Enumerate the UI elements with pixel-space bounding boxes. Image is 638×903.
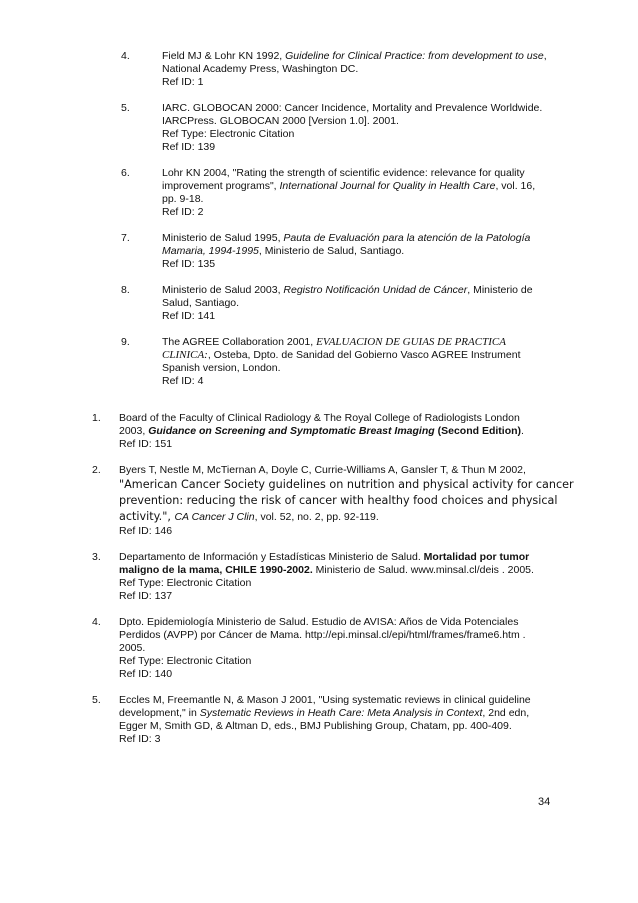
reference-line [119,525,559,538]
reference-text: Eccles M, Freemantle N, & Mason J 2001, "Using systematic reviews in clinical guideline [119,694,531,706]
reference-text: , vol. 52, no. 2, pp. 92-119. [254,511,379,523]
reference-line [162,232,562,245]
reference-line [119,655,559,668]
reference-text: (Second Edition) [434,425,522,437]
reference-number: 9. [121,336,130,348]
reference-text: Ref ID: 135 [162,258,216,270]
reference-text: , Ministerio de Salud, Santiago. [258,245,405,257]
reference-list-bibliography [0,412,638,759]
reference-text: Byers T, Nestle M, McTiernan A, Doyle C, Currie-Williams A, Gansler T, & Thun M 2002, [119,464,526,476]
reference-number: 1. [92,412,101,424]
reference-text: 2005. [119,642,146,654]
reference-text: Perdidos (AVPP) por Cáncer de Mama. http://epi.minsal.cl/epi/html/frames/frame6.htm . [119,629,526,641]
reference-line [162,297,562,310]
reference-text: maligno de la mama, CHILE 1990-2002. [119,564,313,576]
reference-line [162,349,562,362]
reference-text: , Osteba, Dpto. de Sanidad del Gobierno Vasco AGREE Instrument [207,349,521,361]
reference-line [162,76,562,89]
reference-text: Board of the Faculty of Clinical Radiology & The Royal College of Radiologists London [119,412,520,424]
reference-line [119,733,559,746]
reference-line [119,438,559,451]
reference-text: Ref ID: 1 [162,76,204,88]
reference-item [0,102,562,154]
reference-text: Ref ID: 137 [119,590,173,602]
reference-line [162,180,562,193]
reference-line [162,115,562,128]
reference-text: The AGREE Collaboration 2001, [162,336,317,348]
reference-text: , 2nd edn, [482,707,530,719]
reference-line [162,375,562,388]
reference-line [162,336,562,349]
reference-text: National Academy Press, Washington DC. [162,63,359,75]
reference-text: "American Cancer Society guidelines on nutrition and physical activity for cancer [119,478,574,491]
reference-text: Ministerio de Salud 1995, [162,232,284,244]
reference-line [162,245,562,258]
reference-line [162,284,562,297]
reference-text: Ref ID: 4 [162,375,204,387]
reference-number: 8. [121,284,130,296]
reference-text: Ref Type: Electronic Citation [119,577,252,589]
reference-line [162,63,562,76]
reference-text: 2003, [119,425,149,437]
reference-line [119,707,559,720]
reference-line [162,193,562,206]
reference-text: CLINICA: [162,349,208,361]
reference-item [0,616,559,681]
reference-text: IARCPress. GLOBOCAN 2000 [Version 1.0]. 2001. [162,115,399,127]
reference-text: , Ministerio de [467,284,533,296]
reference-text: Guidance on Screening and Symptomatic Breast Imaging [148,425,435,437]
reference-line [119,477,574,493]
reference-line [119,616,559,629]
reference-line [119,720,559,733]
reference-item [0,694,559,746]
reference-text: Ref ID: 140 [119,668,173,680]
reference-line [119,629,559,642]
reference-text: Dpto. Epidemiología Ministerio de Salud. Estudio de AVISA: Años de Vida Potenciales [119,616,519,628]
reference-text: . [521,425,524,437]
reference-text: Ref ID: 141 [162,310,216,322]
reference-line [119,412,559,425]
reference-text: Ref ID: 151 [119,438,173,450]
reference-number: 5. [121,102,130,114]
reference-line [119,509,559,525]
reference-item [0,551,559,603]
reference-text: Ref ID: 3 [119,733,161,745]
reference-line [119,551,559,564]
reference-text: prevention: reducing the risk of cancer with healthy food choices and physical [119,494,558,507]
reference-line [162,310,562,323]
reference-text: , [543,50,547,62]
reference-line [119,425,559,438]
reference-text: Ref Type: Electronic Citation [162,128,295,140]
reference-text: Ministerio de Salud. www.minsal.cl/deis . 2005. [312,564,534,576]
reference-list-numbered [0,50,638,401]
reference-item [0,412,559,451]
reference-line [119,464,559,477]
reference-line [162,50,562,63]
reference-line [119,668,559,681]
reference-item [0,232,562,271]
reference-number: 3. [92,551,101,563]
reference-line [162,102,562,115]
reference-line [119,493,559,509]
reference-line [162,128,562,141]
reference-number: 4. [92,616,101,628]
reference-text: Ref ID: 2 [162,206,204,218]
reference-line [162,141,562,154]
reference-line [119,694,559,707]
reference-text: Mortalidad por tumor [423,551,530,563]
reference-text: pp. 9-18. [162,193,204,205]
reference-item [0,167,562,219]
reference-text: IARC. GLOBOCAN 2000: Cancer Incidence, Mortality and Prevalence Worldwide. [162,102,543,114]
reference-text: Systematic Reviews in Heath Care: Meta Analysis in Context [199,707,483,719]
reference-text: , vol. 16, [495,180,536,192]
reference-number: 2. [92,464,101,476]
reference-text: Lohr KN 2004, "Rating the strength of scientific evidence: relevance for quality [162,167,525,179]
reference-line [119,564,559,577]
reference-line [162,258,562,271]
reference-line [162,167,562,180]
reference-text: Mamaria, 1994-1995 [162,245,259,257]
reference-text: Ref ID: 146 [119,525,173,537]
reference-number: 5. [92,694,101,706]
page-number: 34 [538,796,551,808]
reference-line [119,577,559,590]
reference-text: Egger M, Smith GD, & Altman D, eds., BMJ Publishing Group, Chatam, pp. 400-409. [119,720,512,732]
reference-number: 4. [121,50,130,62]
reference-number: 6. [121,167,130,179]
reference-text: Guideline for Clinical Practice: from development to use [285,50,544,62]
reference-item [0,336,562,388]
reference-text: Spanish version, London. [162,362,281,374]
reference-text: activity.", [119,510,175,523]
reference-text: Field MJ & Lohr KN 1992, [162,50,286,62]
reference-text: International Journal for Quality in Health Care [279,180,496,192]
reference-text: Pauta de Evaluación para la atención de la Patología [283,232,531,244]
reference-text: Ref Type: Electronic Citation [119,655,252,667]
reference-text: improvement programs", [162,180,280,192]
reference-number: 7. [121,232,130,244]
reference-item [0,284,562,323]
reference-item [0,50,562,89]
reference-text: Salud, Santiago. [162,297,240,309]
reference-text: Registro Notificación Unidad de Cáncer [283,284,468,296]
reference-text: Ref ID: 139 [162,141,216,153]
reference-text: Ministerio de Salud 2003, [162,284,284,296]
reference-line [119,590,559,603]
reference-text: CA Cancer J Clin [174,511,255,523]
reference-text: EVALUACION DE GUIAS DE PRACTICA [316,336,506,348]
reference-line [162,206,562,219]
reference-text: Departamento de Información y Estadísticas Ministerio de Salud. [119,551,424,563]
reference-item [0,464,574,538]
reference-text: development," in [119,707,200,719]
reference-line [162,362,562,375]
reference-line [119,642,559,655]
